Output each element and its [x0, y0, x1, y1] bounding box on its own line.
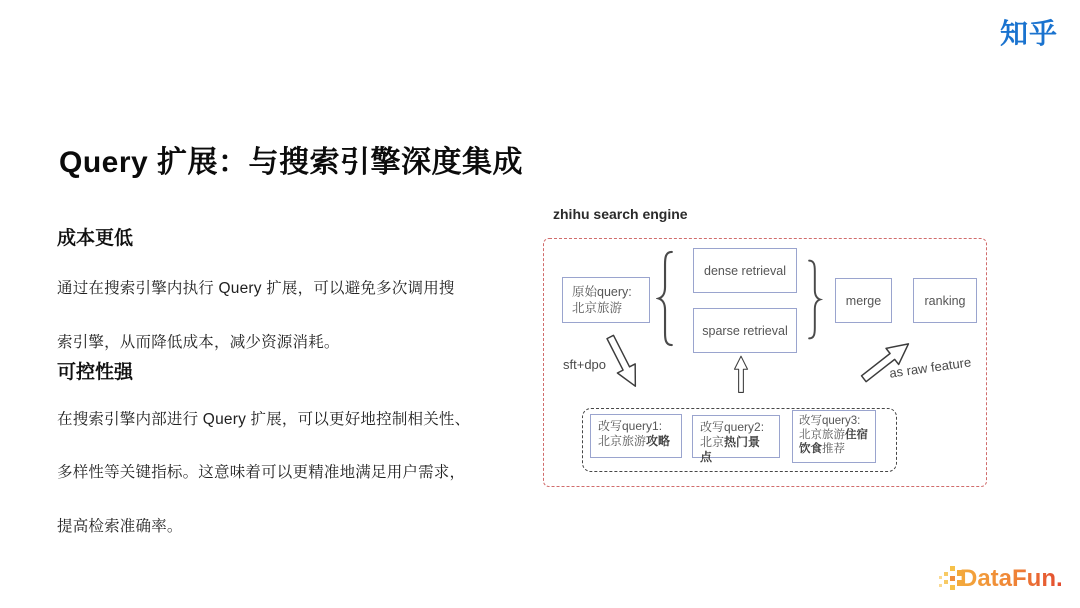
body-line: 在搜索引擎内部进行 Query 扩展，可以更好地控制相关性、	[57, 411, 471, 428]
rewrite1-bold-text: 攻略	[646, 434, 671, 448]
rewrite3-bold-text2: 饮食	[799, 443, 822, 455]
original-query-node	[562, 277, 650, 323]
rewrite-query2-node	[692, 415, 780, 464]
rewrite3-text: 北京旅游	[799, 429, 845, 441]
body-line: 提高检索准确率。	[57, 518, 183, 535]
rewrite3-title: 改写query3:	[799, 415, 861, 427]
zhihu-logo: 知乎	[1000, 18, 1059, 49]
body-line: 索引擎，从而降低成本，减少资源消耗。	[57, 334, 340, 351]
diagram-title: zhihu search engine	[553, 206, 688, 222]
brace-right-icon	[804, 259, 824, 340]
datafun-logo	[938, 563, 1063, 595]
section-heading-control: 可控性强	[57, 362, 134, 383]
rewrite2-title: 改写query2:	[700, 420, 765, 434]
original-query-text: 原始query: 北京旅游	[572, 285, 632, 315]
ranking-node: ranking	[913, 278, 977, 323]
sft-dpo-label: sft+dpo	[563, 357, 607, 372]
rewrite3-text2: 推荐	[822, 443, 845, 455]
brace-left-icon	[656, 250, 676, 347]
rewrite2-text: 北京	[700, 435, 725, 449]
rewrite2-bold-text: 热门景点	[700, 435, 761, 464]
body-line: 通过在搜索引擎内执行 Query 扩展，可以避免多次调用搜	[57, 280, 455, 297]
page-title: Query 扩展：与搜索引擎深度集成	[59, 146, 524, 179]
rewrite-query1-node	[590, 414, 682, 458]
raw-feature-label: as raw feature	[888, 354, 973, 381]
merge-node: merge	[835, 278, 892, 323]
rewrite-query3-node	[792, 410, 876, 463]
section-heading-cost: 成本更低	[57, 228, 134, 249]
datafun-logo-text: DataFun.	[960, 565, 1063, 592]
sparse-retrieval-node: sparse retrieval	[693, 308, 797, 353]
rewrite1-text: 北京旅游	[598, 434, 647, 448]
rewrite1-title: 改写query1:	[598, 419, 663, 433]
arrow-up-icon	[729, 355, 753, 393]
rewrite3-bold-text: 住宿	[845, 429, 868, 441]
body-line: 多样性等关键指标。这意味着可以更精准地满足用户需求，	[57, 464, 466, 481]
dense-retrieval-node: dense retrieval	[693, 248, 797, 293]
